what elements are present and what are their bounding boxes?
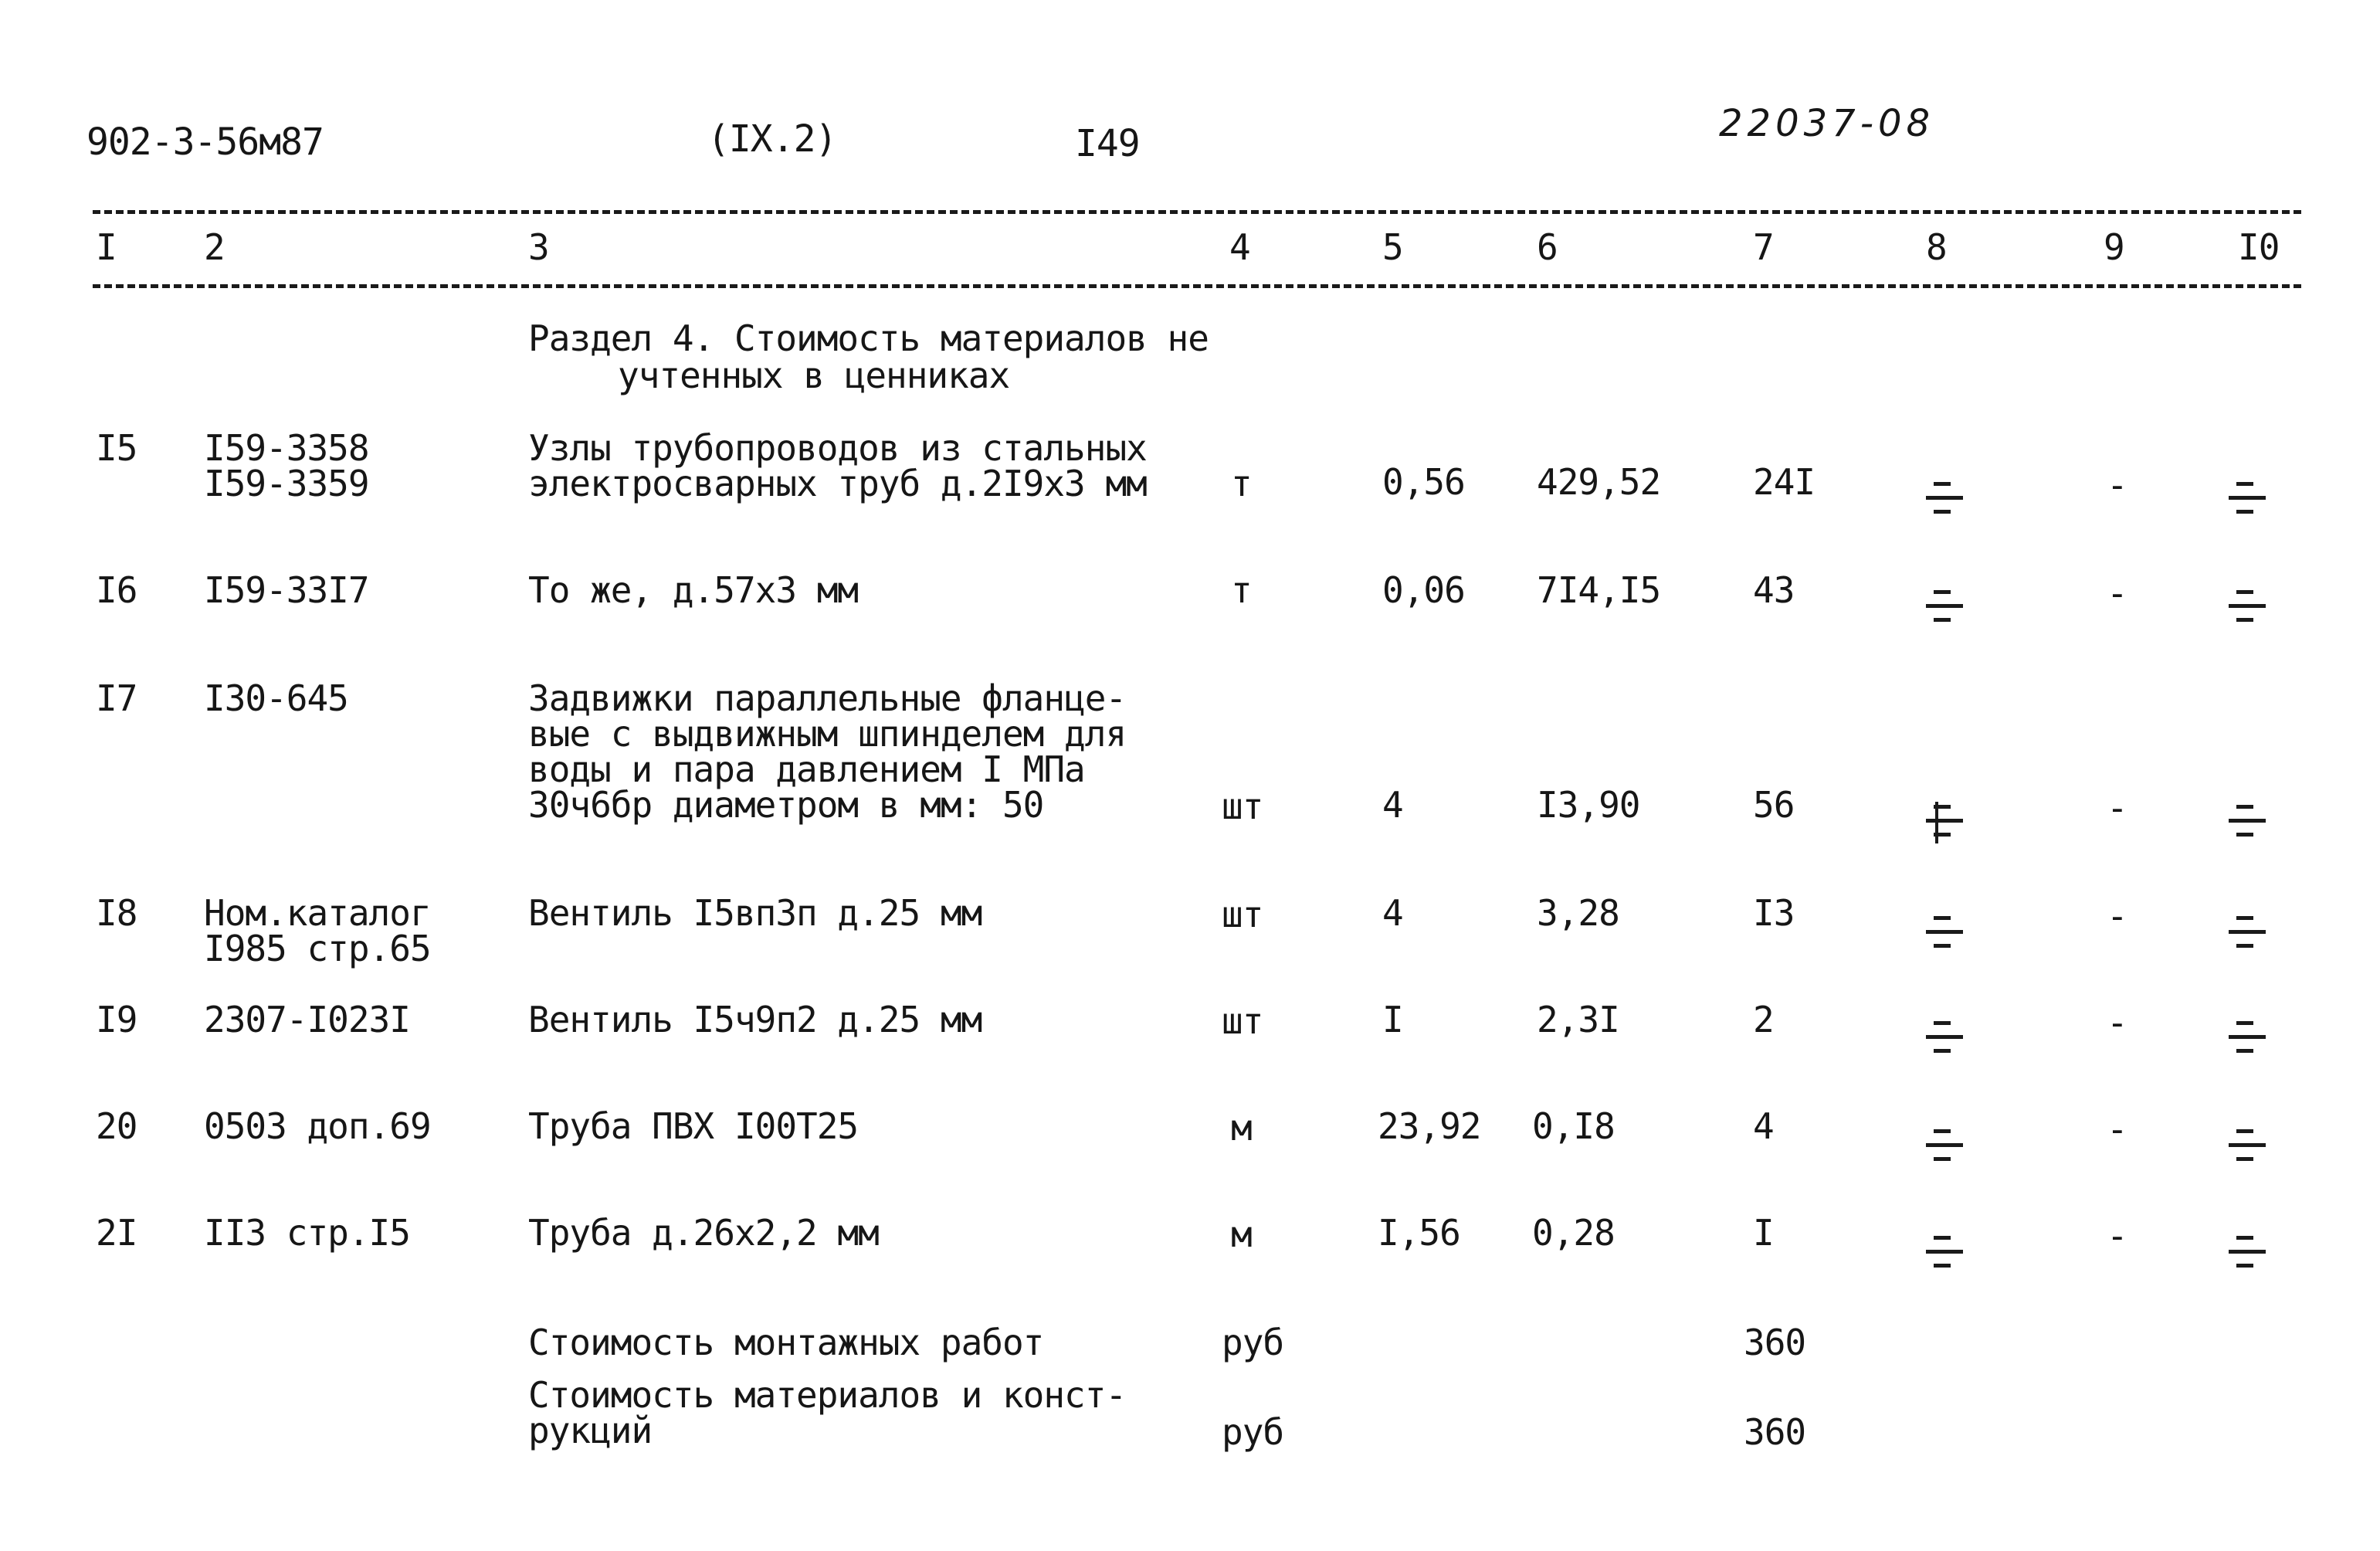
row-name: вые с выдвижным шпинделем для (528, 713, 1127, 755)
row-number: I5 (96, 427, 137, 469)
ditto-mark-icon (2229, 910, 2266, 956)
row-total: 2 (1753, 999, 1774, 1040)
row-unit: т (1231, 463, 1252, 504)
row-code: II3 стр.I5 (204, 1212, 410, 1254)
section-number: (IX.2) (707, 117, 837, 161)
col-header: 7 (1753, 226, 1774, 268)
row-unit: шт (1222, 1000, 1263, 1042)
row-col9: - (2107, 1215, 2127, 1257)
row-col9: - (2107, 787, 2127, 829)
row-name: Вентиль I5вп3п д.25 мм (528, 892, 982, 934)
row-number: I6 (96, 569, 137, 611)
col-header: I0 (2238, 226, 2280, 268)
row-qty: I (1382, 999, 1403, 1040)
row-qty: 4 (1382, 784, 1403, 826)
row-unit: шт (1222, 894, 1263, 935)
col-header: 3 (528, 226, 549, 268)
row-qty: I,56 (1378, 1212, 1460, 1254)
row-number: I9 (96, 999, 137, 1040)
row-code: I59-33I7 (204, 569, 369, 611)
row-total: 56 (1753, 784, 1795, 826)
handwritten-number: 22037-08 (1719, 102, 1935, 145)
total-label: Стоимость материалов и конст- (528, 1374, 1127, 1416)
ditto-mark-icon (1926, 1123, 1963, 1169)
row-code: Ном.каталог (204, 892, 431, 934)
row-col9: - (2107, 464, 2127, 506)
row-unit: шт (1222, 786, 1263, 827)
total-unit: руб (1222, 1411, 1284, 1453)
col-header: I (96, 226, 117, 268)
row-price: 0,I8 (1532, 1105, 1615, 1147)
row-unit: т (1231, 569, 1252, 611)
row-col9: - (2107, 572, 2127, 614)
ditto-mark-icon (1926, 1230, 1963, 1276)
row-total: 43 (1753, 569, 1795, 611)
col-header: 8 (1926, 226, 1947, 268)
row-price: 3,28 (1537, 892, 1619, 934)
section-title-line-1: Раздел 4. Стоимость материалов не (528, 317, 1209, 359)
col-header: 5 (1382, 226, 1403, 268)
row-name: Труба д.26х2,2 мм (528, 1212, 879, 1254)
row-number: 2I (96, 1212, 137, 1254)
row-name: воды и пара давлением I МПа (528, 748, 1085, 790)
section-title-line-2: учтенных в ценниках (618, 355, 1010, 396)
row-qty: 0,06 (1382, 569, 1465, 611)
row-price: I3,90 (1537, 784, 1640, 826)
ditto-mark-icon (2229, 476, 2266, 522)
ditto-mark-icon (1926, 1015, 1963, 1061)
total-value: 360 (1744, 1411, 1806, 1453)
row-number: 20 (96, 1105, 137, 1147)
row-qty: 4 (1382, 892, 1403, 934)
row-total: 4 (1753, 1105, 1774, 1147)
ditto-mark-icon (2229, 1230, 2266, 1276)
row-total: I (1753, 1212, 1774, 1254)
row-number: I8 (96, 892, 137, 934)
ditto-mark-icon (2229, 1015, 2266, 1061)
ditto-mark-icon (2229, 799, 2266, 845)
total-label: Стоимость монтажных работ (528, 1322, 1044, 1363)
ditto-mark-icon (1926, 476, 1963, 522)
total-unit: руб (1222, 1322, 1284, 1363)
row-price: 429,52 (1537, 461, 1661, 503)
total-value: 360 (1744, 1322, 1806, 1363)
row-name: Узлы трубопроводов из стальных (528, 427, 1147, 469)
row-code: I985 стр.65 (204, 928, 431, 969)
row-col9: - (2107, 1002, 2127, 1044)
row-col9: - (2107, 895, 2127, 937)
row-name: 30ч6бр диаметром в мм: 50 (528, 784, 1044, 826)
row-price: 7I4,I5 (1537, 569, 1661, 611)
row-price: 2,3I (1537, 999, 1619, 1040)
row-name: Труба ПВХ I00Т25 (528, 1105, 859, 1147)
row-code: I30-645 (204, 677, 348, 719)
ditto-mark-icon (2229, 584, 2266, 630)
page-number: I49 (1075, 122, 1140, 165)
row-number: I7 (96, 677, 137, 719)
header-top-rule (93, 210, 2301, 214)
row-code: I59-3358 (204, 427, 369, 469)
col-header: 6 (1537, 226, 1558, 268)
row-qty: 0,56 (1382, 461, 1465, 503)
ditto-mark-icon (1926, 910, 1963, 956)
col-header: 9 (2104, 226, 2124, 268)
row-qty: 23,92 (1378, 1105, 1481, 1147)
ditto-mark-icon (2229, 1123, 2266, 1169)
row-price: 0,28 (1532, 1212, 1615, 1254)
col-header: 4 (1229, 226, 1250, 268)
row-total: I3 (1753, 892, 1795, 934)
row-code: 0503 доп.69 (204, 1105, 431, 1147)
row-name: То же, д.57х3 мм (528, 569, 859, 611)
row-name: электросварных труб д.2I9х3 мм (528, 463, 1147, 504)
ditto-mark-icon (1926, 799, 1963, 845)
row-code: I59-3359 (204, 463, 369, 504)
row-code: 2307-I023I (204, 999, 410, 1040)
row-total: 24I (1753, 461, 1816, 503)
header-bottom-rule (93, 284, 2301, 288)
ditto-mark-icon (1926, 584, 1963, 630)
row-name: Задвижки параллельные фланце- (528, 677, 1127, 719)
row-col9: - (2107, 1108, 2127, 1150)
row-unit: м (1231, 1107, 1252, 1149)
row-name: Вентиль I5ч9п2 д.25 мм (528, 999, 982, 1040)
row-unit: м (1231, 1213, 1252, 1255)
doc-code: 902-3-56м87 (86, 120, 324, 164)
col-header: 2 (204, 226, 225, 268)
total-label: рукций (528, 1410, 653, 1451)
